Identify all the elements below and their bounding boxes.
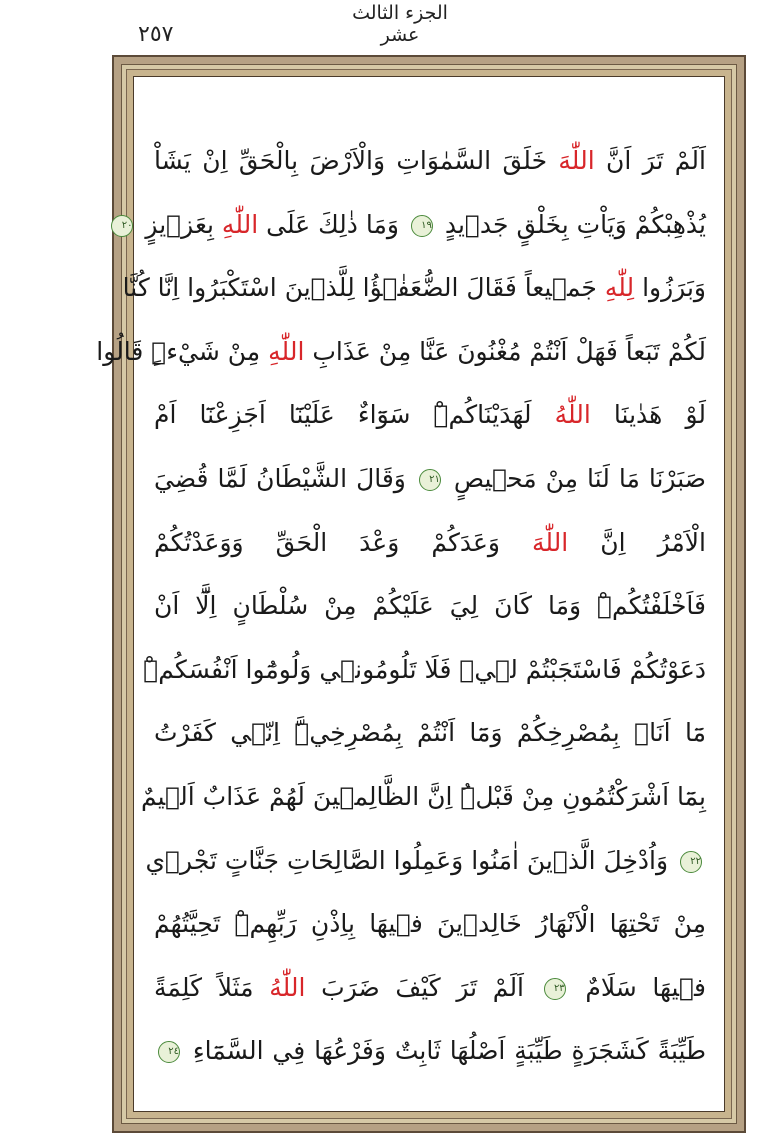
verse-line: لَكُمْ تَبَعاً فَهَلْ اَنْتُمْ مُغْنُونَ عَنَّا مِنْ عَذَابِ اللّٰهِ مِنْ شَيْءٍۜ قَالُوا: [96, 336, 706, 366]
verse-line: لَوْ هَدٰينَا اللّٰهُ لَهَدَيْنَاكُمْۜ سَوَٓاءٌ عَلَيْنَٓا اَجَزِعْنَٓا اَمْ: [154, 400, 706, 430]
divine-name: اللّٰه: [532, 527, 569, 557]
verse-line: ف۪يهَا سَلَامٌ ٢٣ اَلَمْ تَرَ كَيْفَ ضَرَبَ اللّٰهُ مَثَلاً كَلِمَةً: [154, 972, 707, 1002]
verse-line: فَاَخْلَفْتُكُمْۜ وَمَا كَانَ لِيَ عَلَيْكُمْ مِنْ سُلْطَانٍ اِلَّٓا اَنْ: [154, 591, 706, 621]
page-frame: [96, 55, 746, 1133]
frame-inner-border: [96, 69, 732, 1119]
ayah-number-marker: ٢٢: [680, 851, 702, 873]
verse-line: دَعَوْتُكُمْ فَاسْتَجَبْتُمْ ل۪يۚ فَلَا تَلُومُون۪ي وَلُومُٓوا اَنْفُسَكُمْۜ: [143, 654, 706, 684]
verse-line: الْاَمْرُ اِنَّ اللّٰهَ وَعَدَكُمْ وَعْدَ الْحَقِّ وَوَعَدْتُكُمْ: [154, 527, 706, 557]
divine-name: اللّٰه: [558, 146, 595, 175]
verse-line: صَبَرْنَا مَا لَنَا مِنْ مَح۪يصٍ ٢١ وَقَالَ الشَّيْطَانُ لَمَّا قُضِيَ: [154, 463, 706, 493]
ayah-number-marker: ١٩: [411, 215, 433, 237]
verse-line: مِنْ تَحْتِهَا الْاَنْهَارُ خَالِد۪ينَ ف۪يهَا بِاِذْنِ رَبِّهِمْۜ تَحِيَّتُهُمْ: [154, 909, 706, 939]
divine-name: اللّٰه: [269, 972, 306, 1002]
ayah-number-marker: ٢١: [419, 469, 441, 491]
divine-name: اللّٰه: [268, 336, 305, 366]
text-panel: [96, 76, 725, 1112]
verse-line: بِمَٓا اَشْرَكْتُمُونِ مِنْ قَبْلُۜ اِنَّ الظَّالِم۪ينَ لَهُمْ عَذَابٌ اَل۪يمٌ: [140, 781, 706, 811]
frame-border: [96, 64, 737, 1124]
verse-line: مَٓا اَنَا۬ بِمُصْرِخِكُمْ وَمَٓا اَنْتُمْ بِمُصْرِخِيَّۜ اِنّ۪ي كَفَرْتُ: [154, 718, 706, 748]
verse-line: طَيِّبَةً كَشَجَرَةٍ طَيِّبَةٍ اَصْلُهَا ثَابِتٌ وَفَرْعُهَا فِي السَّمَٓاءِ ٢٤: [154, 1019, 706, 1083]
verse-line: يُذْهِبْكُمْ وَيَاْتِ بِخَلْقٍ جَد۪يدٍ ١٩ وَمَا ذٰلِكَ عَلَى اللّٰهِ بِعَز۪يزٍ ٢٠: [154, 193, 706, 257]
divine-name: اللّٰه: [554, 400, 591, 430]
verse-line: وَبَرَزُوا لِلّٰهِ جَم۪يعاً فَقَالَ الضُّعَفٰۤؤُا لِلَّذ۪ينَ اسْتَكْبَرُوا اِنَّا كُنَّا: [122, 273, 706, 303]
ayah-number-marker: ٢٤: [158, 1041, 180, 1063]
verse-line: ٢٢ وَاُدْخِلَ الَّذ۪ينَ اٰمَنُوا وَعَمِلُوا الصَّالِحَاتِ جَنَّاتٍ تَجْر۪ي: [145, 845, 701, 875]
verse-line: اَلَمْ تَرَ اَنَّ اللّٰهَ خَلَقَ السَّمٰوَاتِ وَالْاَرْضَ بِالْحَقِّ اِنْ يَشَاْ: [154, 146, 706, 175]
page-number: ٢٥٧: [138, 22, 174, 47]
ayah-number-marker: ٢٠: [111, 215, 133, 237]
juz-title: الجزء الثالث عشر: [352, 2, 448, 46]
verse-lines: [96, 129, 707, 1083]
divine-name: اللّٰه: [221, 209, 259, 239]
divine-name: لِلّٰه: [604, 273, 635, 303]
ayah-number-marker: ٢٣: [544, 978, 566, 1000]
